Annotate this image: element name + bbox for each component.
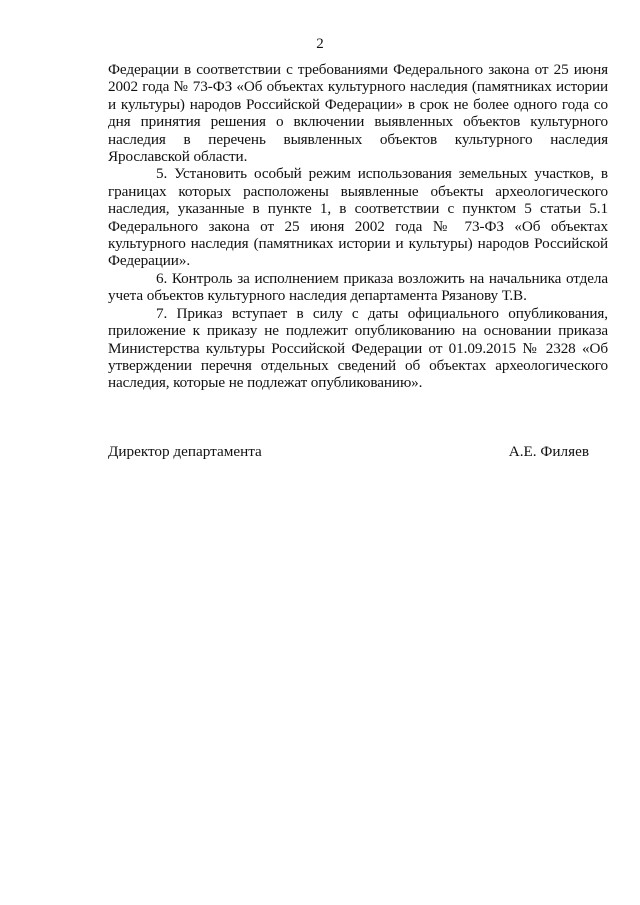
page-number: 2: [316, 36, 324, 52]
signature-block: [108, 443, 589, 461]
paragraph-item-5: 5. Установить особый режим использования земельных участков, в границах которых расположены выявленные объекты археологического наследия, указанные в пункте 1, в соответствии с пунктом 5 статьи 5.1 Федерального закона от 25 июня 2002 года № 73-ФЗ «Об объектах культурного наследия (памятниках истории и культуры) народов Российской Федерации».: [108, 165, 608, 270]
signatory-name: А.Е. Филяев: [508, 443, 589, 460]
document-body: [108, 61, 608, 392]
paragraph-item-7: 7. Приказ вступает в силу с даты официального опубликования, приложение к приказу не подлежит опубликованию на основании приказа Министерства культуры Российской Федерации от 01.09.2015 № 2328 «Об утверждении перечня отдельных сведений об объектах археологического наследия, которые не подлежат опубликованию».: [108, 304, 608, 392]
paragraph-item-6: 6. Контроль за исполнением приказа возложить на начальника отдела учета объектов культурного наследия департамента Рязанову Т.В.: [108, 269, 608, 305]
paragraph-continuation: Федерации в соответствии с требованиями Федерального закона от 25 июня 2002 года № 73-ФЗ «Об объектах культурного наследия (памятниках истории и культуры) народов Российской Федерации» в срок не более одного года со дня принятия решения о включении выявленных объектов культурного наследия в перечень выявленных объектов культурного наследия Ярославской области.: [108, 61, 608, 166]
signatory-position: Директор департамента: [108, 443, 262, 460]
